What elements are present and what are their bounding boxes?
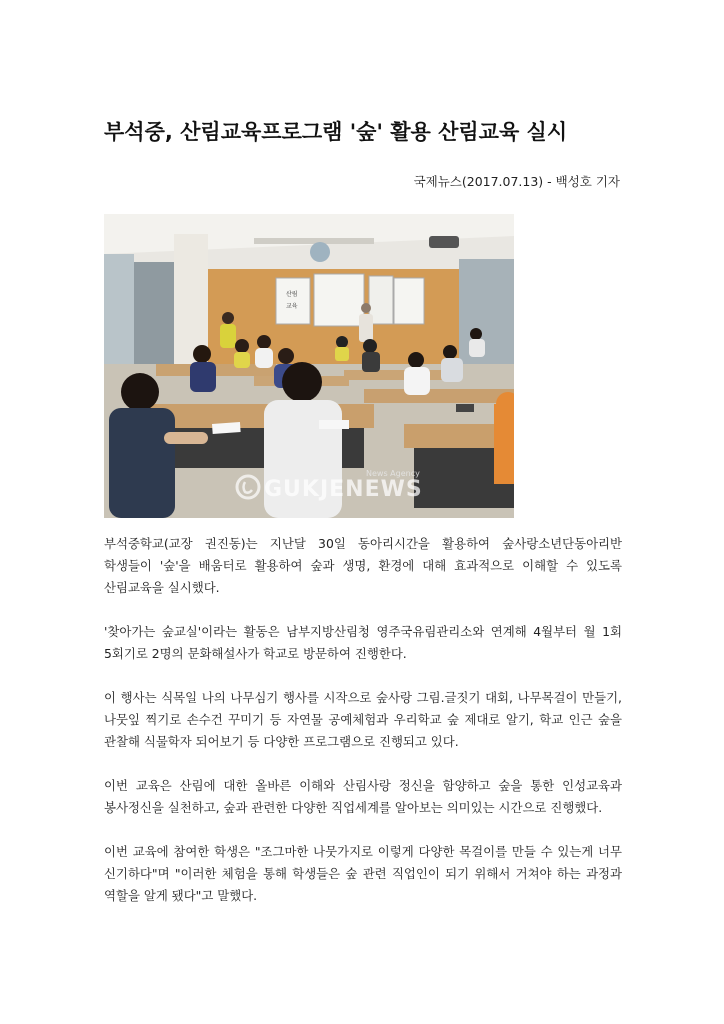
article-photo — [104, 214, 514, 518]
article-paragraph-5: 이번 교육에 참여한 학생은 "조그마한 나뭇가지로 이렇게 다양한 목걸이를 만들 수 있는게 너무 신기하다"며 "이러한 체험을 통해 학생들은 숲 관련 직업인이 되기 위해서 거쳐야 하는 과정과 역할을 알게 됐다"고 말했다. — [104, 844, 622, 903]
board-sign-line1: 산림 — [286, 291, 298, 298]
article-paragraph-4: 이번 교육은 산림에 대한 올바른 이해와 산림사랑 정신을 함양하고 숲을 통한 인성교육과 봉사정신을 실천하고, 숲과 관련한 다양한 직업세계를 알아보는 의미있는 시간으로 진행했다. — [104, 778, 622, 815]
classroom-photo-illustration — [104, 214, 514, 518]
photo-watermark-brand: GUKJENEWS — [264, 477, 423, 502]
photo-watermark-small: News Agency — [366, 469, 420, 478]
article-paragraph-2: '찾아가는 숲교실'이라는 활동은 남부지방산림청 영주국유림관리소와 연계해 4월부터 월 1회 5회기로 2명의 문화해설사가 학교로 방문하여 진행한다. — [104, 624, 622, 661]
board-sign-line2: 교육 — [286, 303, 298, 310]
article-paragraph-1: 부석중학교(교장 권진동)는 지난달 30일 동아리시간을 활용하여 숲사랑소년단동아리반 학생들이 '숲'을 배움터로 활용하여 숲과 생명, 환경에 대해 효과적으로 이해할 수 있도록 산림교육을 실시했다. — [104, 536, 622, 595]
article-body — [104, 533, 622, 929]
article-byline: 국제뉴스(2017.07.13) - 백성호 기자 — [413, 174, 620, 189]
article-paragraph-3: 이 행사는 식목일 나의 나무심기 행사를 시작으로 숲사랑 그림.글짓기 대회, 나무목걸이 만들기, 나뭇잎 찍기로 손수건 꾸미기 등 자연물 공예체험과 우리학교 숲 제대로 알기, 학교 인근 숲을 관찰해 식물학자 되어보기 등 다양한 프로그램으로 진행되고 있다. — [104, 690, 622, 749]
article-title: 부석중, 산림교육프로그램 '숲' 활용 산림교육 실시 — [104, 120, 568, 144]
